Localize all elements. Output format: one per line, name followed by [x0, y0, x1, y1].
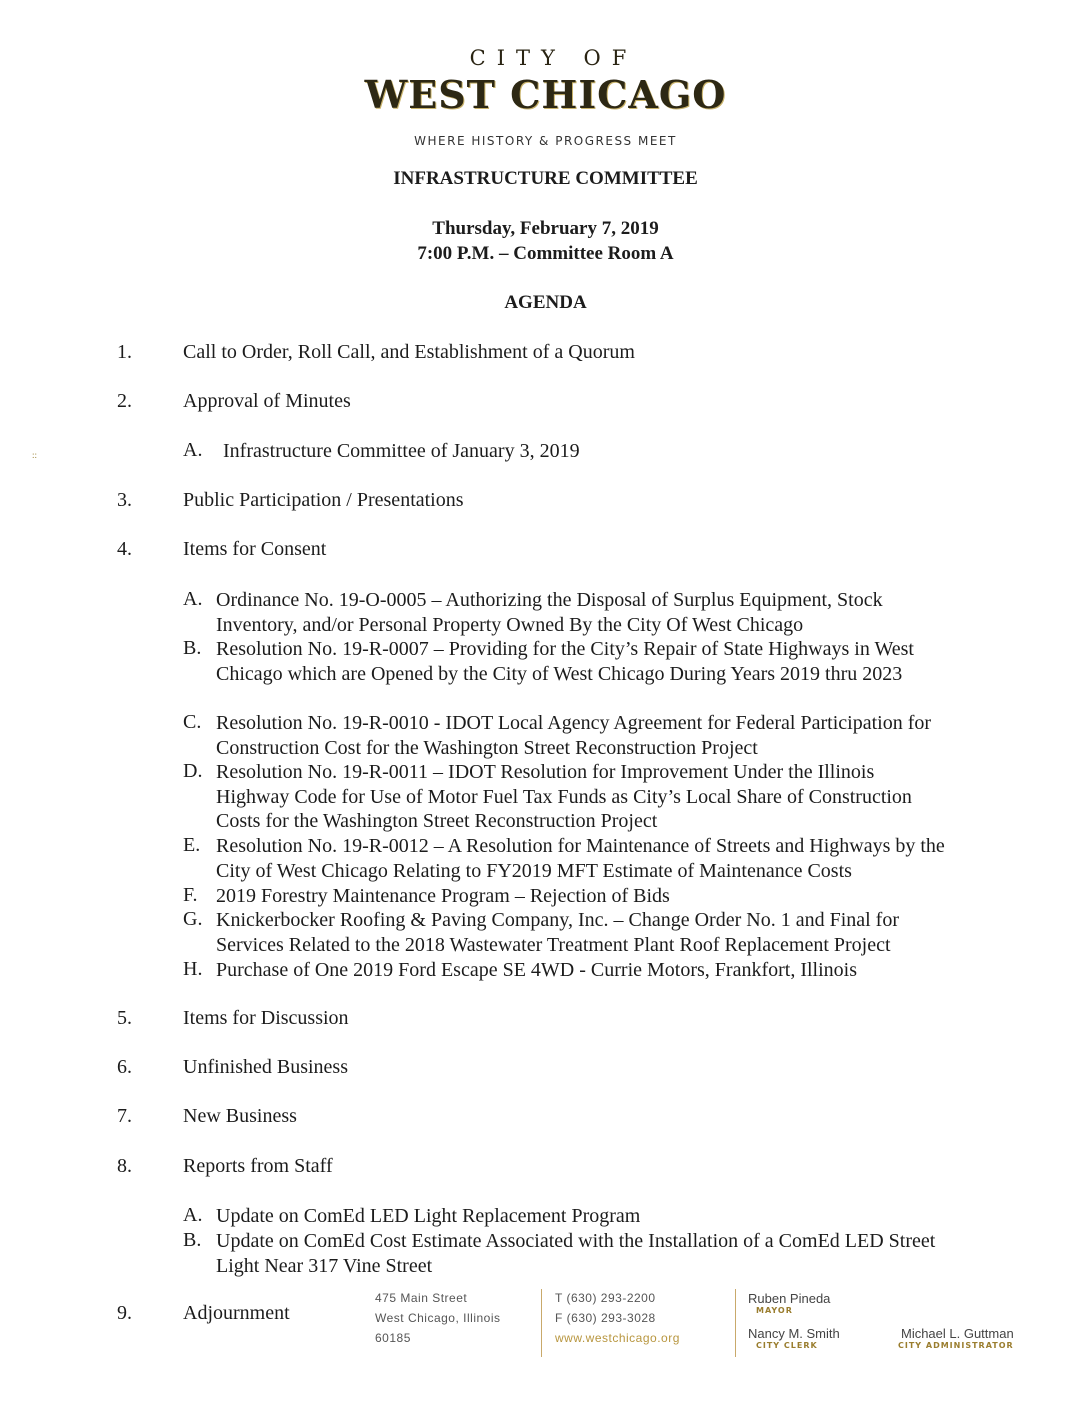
officer-mayor — [748, 1291, 830, 1315]
item-title: Reports from Staff — [183, 1155, 333, 1177]
officer-clerk — [748, 1326, 840, 1350]
item-number: 2. — [117, 390, 132, 412]
item-number: 5. — [117, 1007, 132, 1029]
tagline: WHERE HISTORY & PROGRESS MEET — [414, 134, 677, 148]
item-number: 8. — [117, 1155, 132, 1177]
subitem-letter: A. — [183, 439, 203, 461]
address-city: West Chicago, Illinois — [375, 1311, 501, 1325]
subitem-letter: A. — [183, 588, 203, 610]
logo-city-of: CITY OF — [469, 46, 638, 70]
subitem-text: Ordinance No. 19-O-0005 – Authorizing the Disposal of Surplus Equipment, Stock Inventory, and/or Personal Property Owned By the City Of West Chicago — [216, 589, 883, 636]
item-number: 6. — [117, 1056, 132, 1078]
subitem-letter: A. — [183, 1204, 203, 1226]
officer-title: MAYOR — [756, 1306, 793, 1315]
scan-mark: :: — [32, 450, 38, 460]
footer-divider — [735, 1289, 736, 1357]
item-title: Unfinished Business — [183, 1056, 348, 1078]
subitem-text: Resolution No. 19-R-0011 – IDOT Resolution for Improvement Under the Illinois Highway Code for Use of Motor Fuel Tax Funds as City’s Local Share of Construction Costs for the Washington Street Reconstruction Project — [216, 761, 912, 832]
phone-number: T (630) 293-2200 — [555, 1291, 656, 1305]
address-zip: 60185 — [375, 1331, 411, 1345]
item-number: 3. — [117, 489, 132, 511]
item-number: 9. — [117, 1302, 132, 1324]
item-number: 4. — [117, 538, 132, 560]
subitem-text: Purchase of One 2019 Ford Escape SE 4WD - Currie Motors, Frankfort, Illinois — [216, 959, 857, 981]
address-street: 475 Main Street — [375, 1291, 468, 1305]
item-title: Call to Order, Roll Call, and Establishment of a Quorum — [183, 341, 635, 363]
item-title: Adjournment — [183, 1302, 290, 1324]
subitem-text: Update on ComEd LED Light Replacement Program — [216, 1205, 641, 1227]
footer-divider — [541, 1289, 542, 1357]
footer-address — [375, 1288, 501, 1348]
item-title: New Business — [183, 1105, 297, 1127]
subitem-letter: F. — [183, 884, 198, 906]
officer-name: Michael L. Guttman — [900, 1326, 1014, 1341]
website-link[interactable]: www.westchicago.org — [555, 1331, 680, 1345]
logo-west-chicago: WEST CHICAGO — [364, 72, 727, 117]
officer-title: CITY CLERK — [756, 1341, 818, 1350]
officer-name: Nancy M. Smith — [748, 1326, 840, 1341]
subitem-letter: B. — [183, 1229, 202, 1251]
subitem-text: Update on ComEd Cost Estimate Associated with the Installation of a ComEd LED Street Light Near 317 Vine Street — [216, 1230, 936, 1277]
fax-number: F (630) 293-3028 — [555, 1311, 656, 1325]
meeting-time-place: 7:00 P.M. – Committee Room A — [417, 243, 674, 264]
item-title: Items for Consent — [183, 538, 327, 560]
subitem-letter: H. — [183, 958, 203, 980]
item-title: Items for Discussion — [183, 1007, 349, 1029]
subitem-text: Resolution No. 19-R-0007 – Providing for the City’s Repair of State Highways in West Chicago which are Opened by the City of West Chicago During Years 2019 thru 2023 — [216, 638, 914, 685]
subitem-letter: C. — [183, 711, 202, 733]
subitem-letter: B. — [183, 637, 202, 659]
subitem-text: Knickerbocker Roofing & Paving Company, Inc. – Change Order No. 1 and Final for Services Related to the 2018 Wastewater Treatment Plant Roof Replacement Project — [216, 909, 899, 956]
committee-title: INFRASTRUCTURE COMMITTEE — [393, 168, 698, 189]
subitem-letter: D. — [183, 760, 203, 782]
subitem-text: Resolution No. 19-R-0012 – A Resolution for Maintenance of Streets and Highways by the City of West Chicago Relating to FY2019 MFT Estimate of Maintenance Costs — [216, 835, 945, 882]
subitem-text: 2019 Forestry Maintenance Program – Rejection of Bids — [216, 885, 670, 907]
agenda-heading: AGENDA — [504, 292, 587, 313]
subitem-letter: E. — [183, 834, 201, 856]
item-number: 1. — [117, 341, 132, 363]
item-title: Public Participation / Presentations — [183, 489, 464, 511]
subitem-text: Infrastructure Committee of January 3, 2019 — [223, 440, 580, 462]
footer-contact — [555, 1288, 680, 1348]
item-title: Approval of Minutes — [183, 390, 351, 412]
subitem-text: Resolution No. 19-R-0010 - IDOT Local Agency Agreement for Federal Participation for Construction Cost for the Washington Street Reconstruction Project — [216, 712, 932, 759]
officer-name: Ruben Pineda — [748, 1291, 831, 1306]
officer-administrator — [898, 1326, 1014, 1350]
officer-title: CITY ADMINISTRATOR — [898, 1341, 1014, 1350]
subitem-letter: G. — [183, 908, 203, 930]
meeting-date: Thursday, February 7, 2019 — [432, 218, 659, 239]
item-number: 7. — [117, 1105, 132, 1127]
